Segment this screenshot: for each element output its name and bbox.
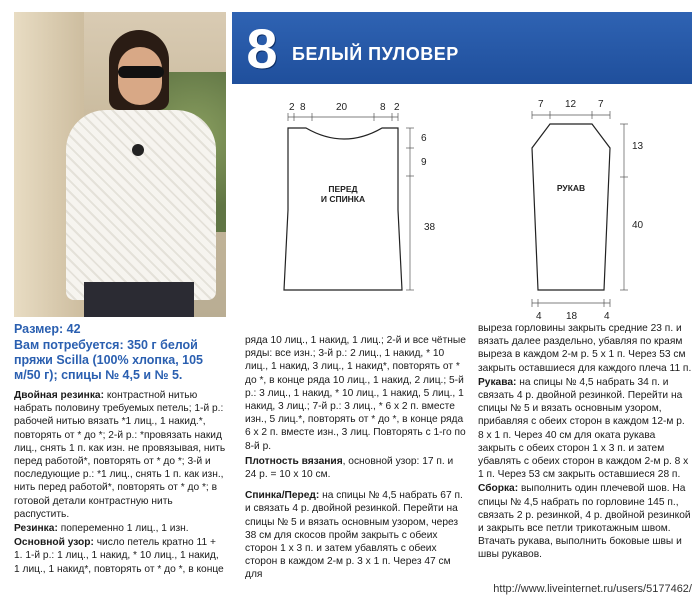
assembly-text: выполнить один плечевой шов. На спицы № 4,5 набрать по горловине 145 п., связать 2 р. резинкой, 4 р. двойной резинкой и закрыть все петли трикотажным швом. Втачать рукава, выполнить боковые швы и швы рукавов.	[478, 483, 691, 561]
assembly-paragraph	[478, 482, 692, 561]
main-pattern-paragraph	[14, 536, 226, 576]
back-front-text: на спицы № 4,5 набрать 67 п. и связать 4 р. двойной резинкой. Перейти на спицы № 5 и вязать основным узором, через 38 см для скосов пройм закрыть с обеих сторон 1 х 3 п. и затем убавлять с обеих сторон в каждом 2-м р. 3 х 1 п. Через 47 см для	[245, 490, 463, 581]
title-banner	[232, 12, 692, 84]
rib-text: попеременно 1 лиц., 1 изн.	[60, 523, 189, 535]
back-front-paragraph	[245, 489, 467, 581]
materials-line: Вам потребуется: 350 г белой пряжи Scilla (100% хлопка, 105 м/50 г); спицы № 4,5 и № 5.	[14, 338, 203, 382]
double-rib-text: контрастной нитью набрать половину требуемых петель; 1-й р.: рабочей нитью вязать *1 лиц., 1 накид.*, повторять от * до *; 2-й р.: *провязать накид лиц., снять 1 п. как изн. не провязывая, нить перед работой*, повторять от * до *; 3-й и последующие р.: *1 лиц., снять 1 п. как изн., нить перед работой*, повторять от * до *; в готовой детали контрастную нить распустить.	[14, 390, 226, 520]
sleeve-bottom-m1: 4	[536, 311, 542, 322]
sleeve-right-m1: 13	[632, 141, 644, 152]
pattern-number: 8	[246, 16, 278, 80]
front-back-diagram	[284, 128, 402, 290]
back-front-heading: Спинка/Перед:	[245, 490, 320, 502]
sleeve-bottom-m2: 18	[566, 311, 578, 322]
rib-paragraph	[14, 522, 226, 535]
density-paragraph	[245, 455, 467, 481]
sleeve-top-m3: 7	[598, 99, 604, 110]
schematic-diagrams	[232, 90, 692, 322]
sleeve-diagram	[532, 124, 610, 290]
front-right-m1: 6	[421, 133, 427, 144]
main-pattern-text: число петель кратно 11 + 1. 1-й р.: 1 лиц., 1 накид, * 10 лиц., 1 накид, 1 лиц., 1 накид*, повторять от * до *, в конце	[14, 537, 224, 575]
front-label-1: ПЕРЕД	[328, 184, 358, 194]
sleeve-top-m2: 12	[565, 99, 577, 110]
size-line: Размер: 42	[14, 322, 81, 336]
front-top-m4: 8	[380, 102, 386, 113]
main-pattern-heading: Основной узор:	[14, 537, 94, 549]
density-heading: Плотность вязания	[245, 455, 343, 467]
density-text: , основной узор: 17 п. и 24 р. = 10 х 10 см.	[245, 455, 454, 481]
sleeve-top-m1: 7	[538, 99, 544, 110]
front-label-2: И СПИНКА	[320, 194, 366, 204]
pattern-rows-text: ряда 10 лиц., 1 накид, 1 лиц.; 2-й и все чётные ряды: все изн.; 3-й р.: 2 лиц., 1 накид, * 10 лиц., 1 накид, 3 лиц., 1 накид*, повторять от * до *, в конце ряда 10 лиц., 1 накид, 2 лиц.; 5-й р.: 3 лиц., 1 накид, * 10 лиц., 1 накид, 5 лиц., 1 накид, 3 лиц.; 7-й р.: 3 лиц., * 6 х 2 п. вместе изн., 5 лиц.*, повторять от * до *, в конце ряда 6 х 2 п. вместе изн., 3 лиц. Повторять с 1-го по 8-й р.	[245, 335, 466, 452]
front-right-m2: 9	[421, 157, 427, 168]
sleeves-text: на спицы № 4,5 набрать 34 п. и связать 4 р. двойной резинкой. Перейти на спицы № 5 и вязать основным узором, прибавляя с обеих сторон в каждом 12-м р. 8 х 1 п. Через 40 см для оката рукава закрыть с обеих сторон 1 х 3 п. и затем убавлять с обеих сторон в каждом 2-м р. 8 х 1 п. Через 53 см закрыть оставшиеся 28 п.	[478, 376, 689, 481]
assembly-heading: Сборка:	[478, 483, 519, 495]
model-photo	[14, 12, 226, 317]
double-rib-heading: Двойная резинка:	[14, 390, 104, 401]
sleeves-paragraph	[478, 376, 692, 482]
sleeve-right-m2: 40	[632, 220, 644, 231]
text-column-3	[478, 322, 692, 563]
source-url: http://www.liveinternet.ru/users/5177462/	[493, 583, 692, 595]
text-column-2	[245, 334, 467, 583]
rib-heading: Резинка:	[14, 523, 58, 535]
sleeve-label: РУКАВ	[556, 183, 586, 193]
front-top-m1: 2	[289, 102, 295, 113]
pattern-title: БЕЛЫЙ ПУЛОВЕР	[292, 43, 459, 64]
text-column-1	[14, 322, 226, 577]
front-top-m5: 2	[394, 102, 400, 113]
front-right-m3: 38	[424, 222, 436, 233]
sleeve-bottom-m3: 4	[604, 311, 610, 322]
front-top-m2: 8	[300, 102, 306, 113]
front-top-m3: 20	[336, 102, 348, 113]
sleeves-heading: Рукава:	[478, 376, 517, 388]
double-rib-paragraph	[14, 389, 226, 521]
neckline-text: выреза горловины закрыть средние 23 п. и вязать далее раздельно, убавляя по краям выреза в каждом 2-м р. 5 х 1 п. Через 53 см закрыть оставшиеся для каждого плеча 11 п.	[478, 323, 692, 374]
